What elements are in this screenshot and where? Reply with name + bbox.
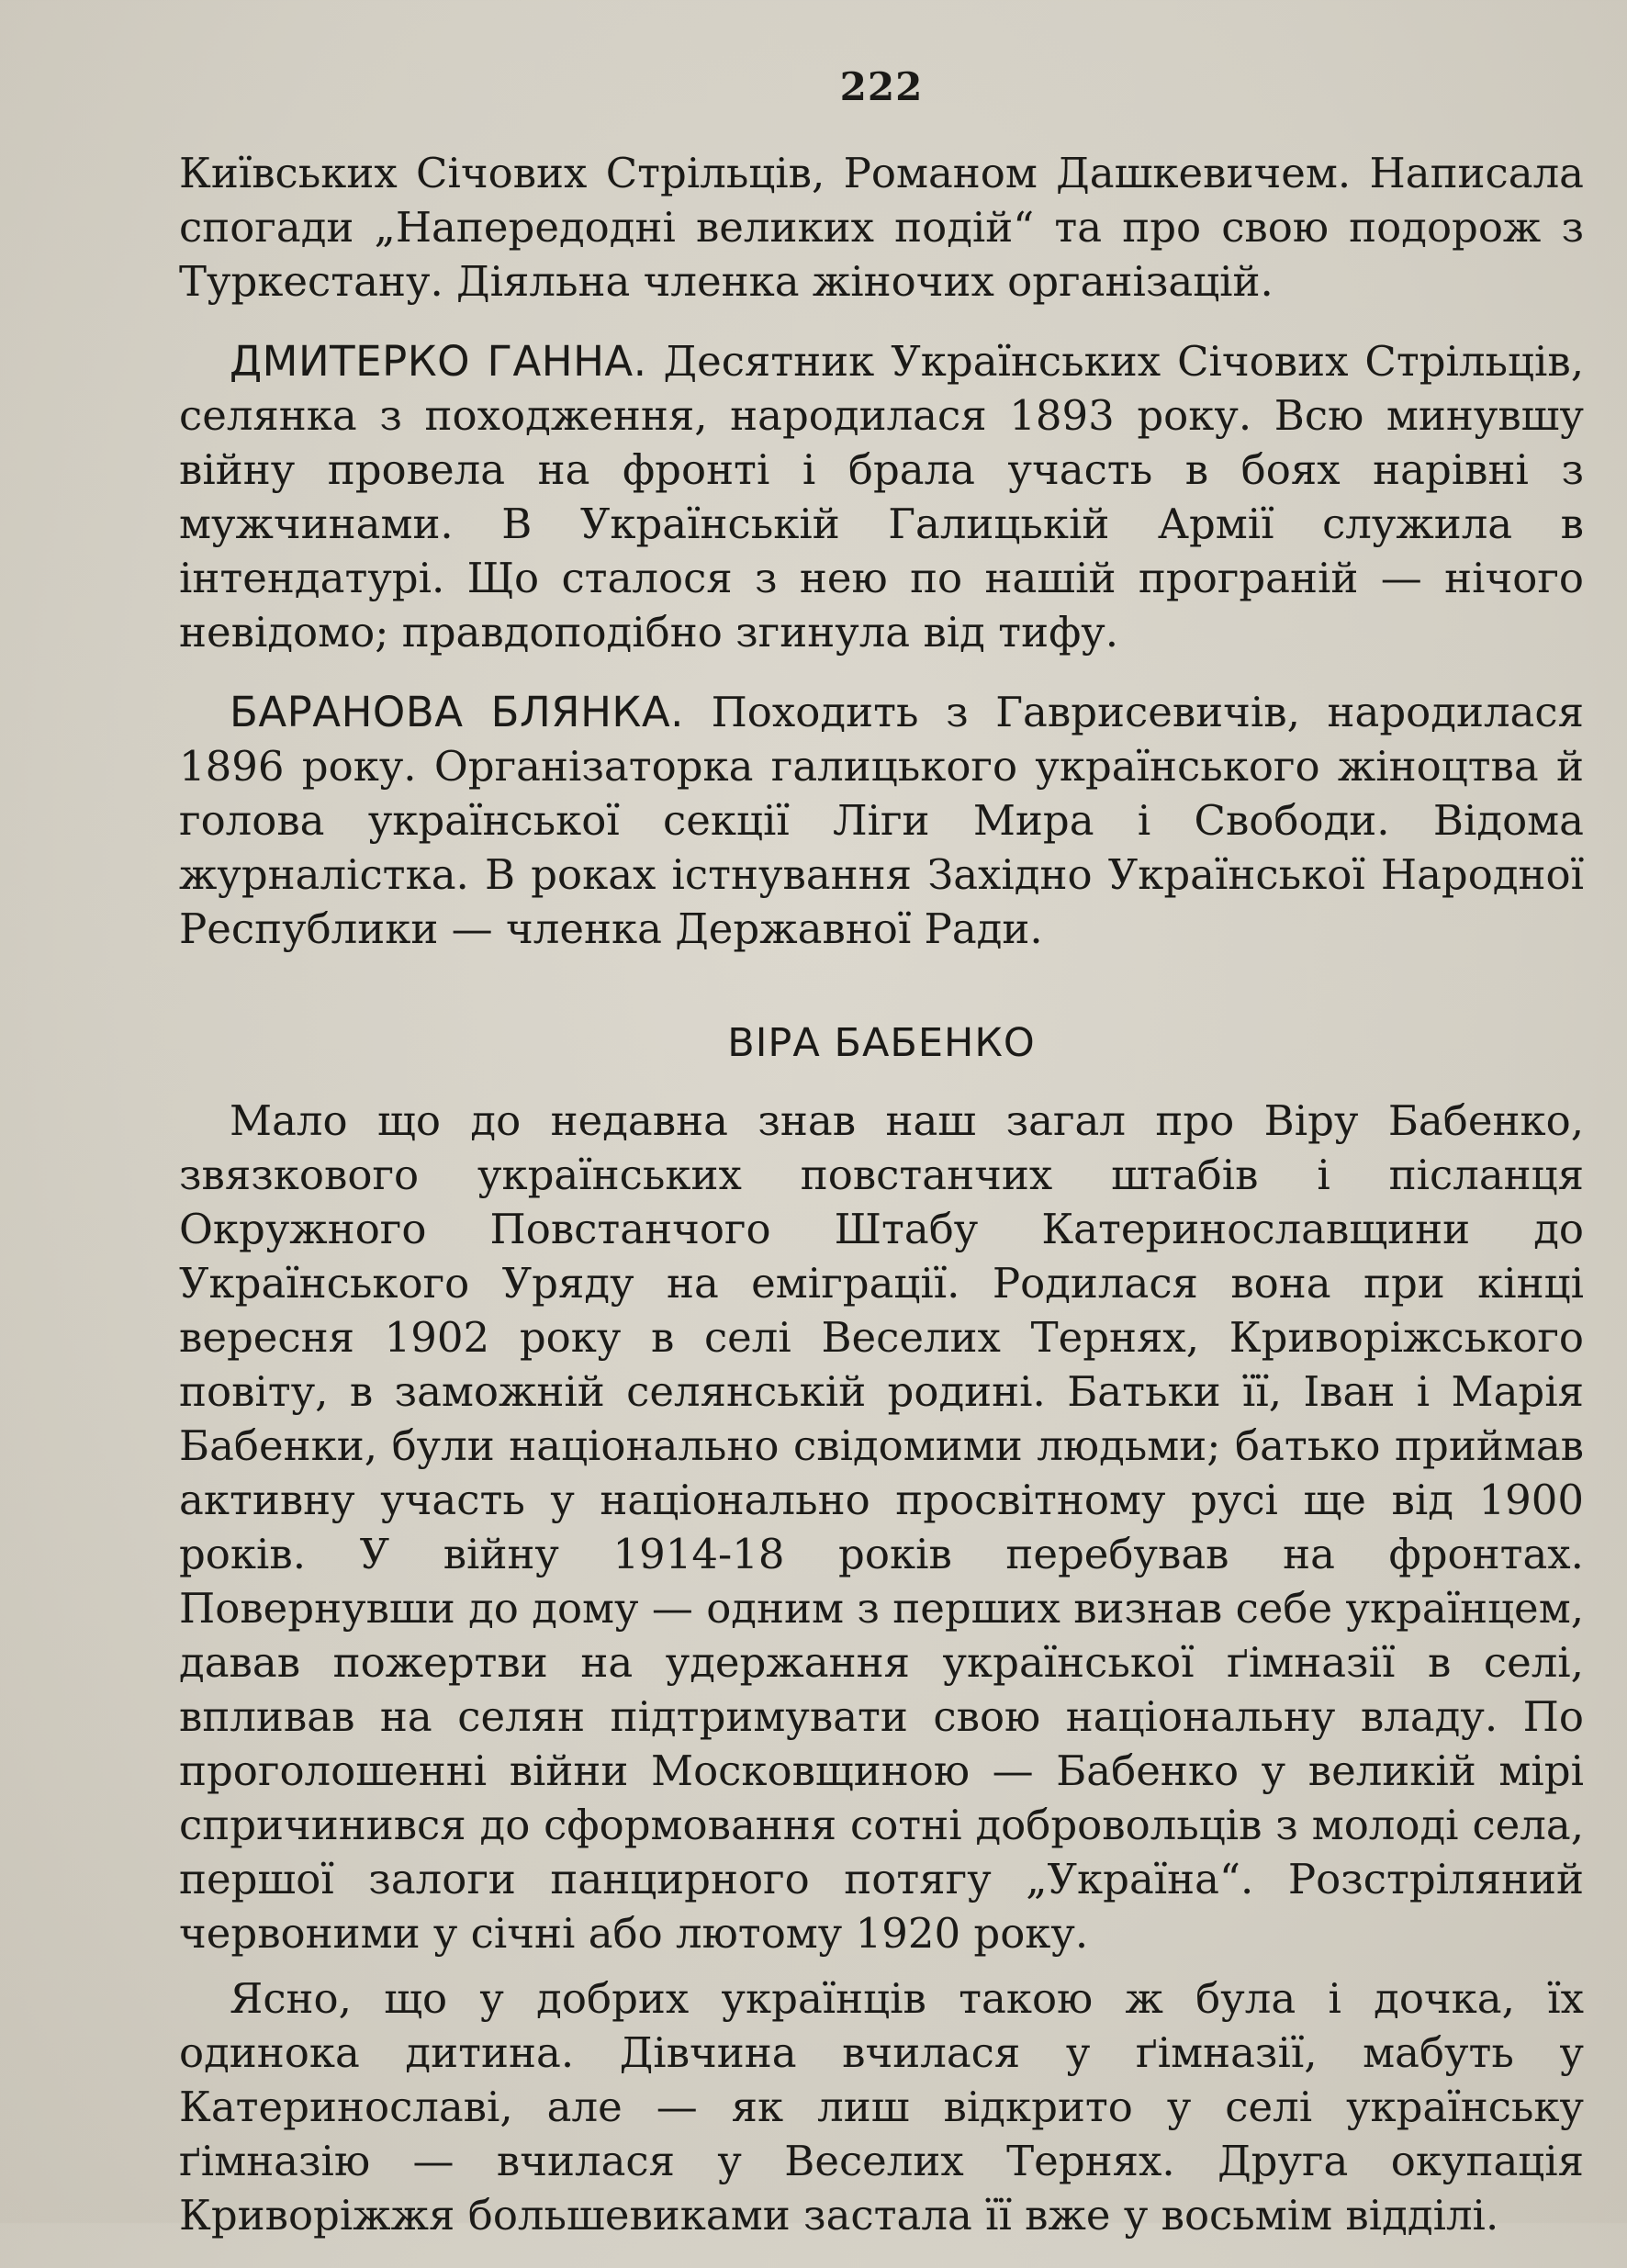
paragraph-baranova (179, 685, 1584, 956)
page-number: 222 (839, 64, 924, 109)
paragraph-babenko-1 (179, 1094, 1584, 1960)
person-name: ДМИТЕРКО ГАННА. (230, 337, 647, 386)
paragraph-continuation (179, 146, 1584, 309)
paragraph-text: Ясно, що у добрих українців такою ж була і дочка, їх одинока дитина. Дівчина вчилася у ґімназії, мабуть у Катеринославі, але — як лиш відкрито у селі українську ґімназію — вчилася у Веселих Тернях. Друга окупація Криворіжжя большевиками застала її вже у восьмім відділі. (179, 1974, 1584, 2240)
paragraph-text: Київських Січових Стрільців, Романом Дашкевичем. Написала спогади „Напередодні великих подій“ та про свою подорож з Туркестану. Діяльна членка жіночих організацій. (179, 149, 1584, 306)
person-name: БАРАНОВА БЛЯНКА. (230, 688, 684, 736)
paragraph-text: Походить з Гаврисевичів, народилася 1896 року. Організаторка галицького українського жіноцтва й голова української секції Ліги Мира і Свободи. Відома журналістка. В роках істнування Західно Української Народної Республики — членка Державної Ради. (179, 688, 1584, 953)
paragraph-text: Мало що до недавна знав наш загал про Віру Бабенко, звязкового українських повстанчих штабів і післанця Окружного Повстанчого Штабу Катеринославщини до Українського Уряду на еміграції. Родилася вона при кінці вересня 1902 року в селі Веселих Тернях, Криворіжського повіту, в заможній селянській родині. Батьки її, Іван і Марія Бабенки, були національно свідомими людьми; батько приймав активну участь у національно просвітному русі ще від 1900 років. У війну 1914-18 років перебував на фронтах. Повернувши до дому — одним з перших визнав себе українцем, давав пожертви на удержання української ґімназії в селі, впливав на селян підтримувати свою національну владу. По проголошенні війни Московщиною — Бабенко у великій мірі спричинився до сформовання сотні добровольців з молоді села, першої залоги панцирного потягу „Україна“. Розстріляний червоними у січні або лютому 1920 року. (179, 1096, 1584, 1958)
book-page (179, 64, 1584, 2268)
section-heading: ВІРА БАБЕНКО (727, 1020, 1036, 1066)
paragraph-text: Десятник Українських Січових Стрільців, селянка з походження, народилася 1893 року. Всю минувшу війну провела на фронті і брала участь в боях нарівні з мужчинами. В Українській Галицькій Армії служила в інтендатурі. Що сталося з нею по нашій програній — нічого невідомо; правдоподібно згинула від тифу. (179, 337, 1584, 657)
paragraph-babenko-2 (179, 1971, 1584, 2242)
paragraph-dmyterko (179, 334, 1584, 659)
